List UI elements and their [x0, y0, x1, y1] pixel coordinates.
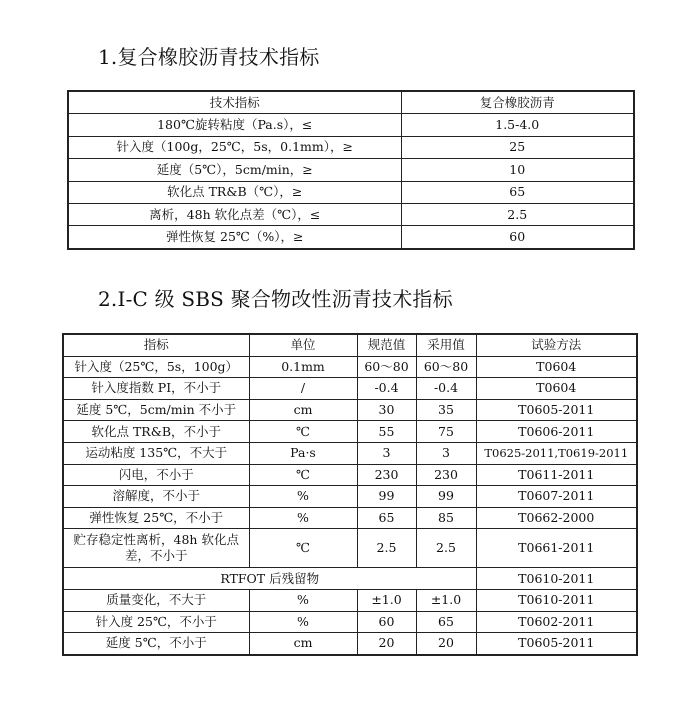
table-row [63, 442, 637, 464]
indicator-cell: 针入度（25℃，5s，100g） [63, 356, 249, 378]
unit-cell: / [249, 378, 357, 400]
table-row [63, 611, 637, 633]
header-indicator: 技术指标 [68, 91, 401, 114]
method-cell: T0604 [476, 356, 637, 378]
method-cell: T0662-2000 [476, 507, 637, 529]
spec-cell: ±1.0 [357, 589, 416, 611]
spec-cell: 30 [357, 399, 416, 421]
method-cell: T0661-2011 [476, 529, 637, 568]
method-cell: T0607-2011 [476, 486, 637, 508]
table-row [63, 464, 637, 486]
table-row [68, 203, 634, 225]
indicator-cell: 贮存稳定性离析，48h 软化点差，不小于 [63, 529, 249, 568]
indicator-cell: 180℃旋转粘度（Pa.s），≤ [68, 114, 401, 136]
method-cell: T0610-2011 [476, 568, 637, 590]
adopted-cell: 60～80 [416, 356, 476, 378]
table-row [68, 181, 634, 203]
adopted-cell: 2.5 [416, 529, 476, 568]
table-row [63, 529, 637, 568]
table-row [63, 589, 637, 611]
unit-cell: 0.1mm [249, 356, 357, 378]
unit-cell: Pa·s [249, 442, 357, 464]
adopted-cell: 85 [416, 507, 476, 529]
table-row [63, 486, 637, 508]
header-indicator: 指标 [63, 334, 249, 356]
unit-cell: % [249, 507, 357, 529]
adopted-cell: 99 [416, 486, 476, 508]
unit-cell: % [249, 589, 357, 611]
unit-cell: % [249, 611, 357, 633]
section2-title: 2.I-C 级 SBS 聚合物改性沥青技术指标 [98, 287, 453, 311]
rubber-asphalt-spec-table [67, 90, 635, 250]
table-row [68, 136, 634, 158]
table-header-row [68, 91, 634, 114]
adopted-cell: 3 [416, 442, 476, 464]
table-row [68, 159, 634, 181]
value-cell: 10 [401, 159, 634, 181]
unit-cell: % [249, 486, 357, 508]
indicator-cell: 离析，48h 软化点差（℃），≤ [68, 203, 401, 225]
indicator-cell: 闪电，不小于 [63, 464, 249, 486]
indicator-cell: 质量变化，不大于 [63, 589, 249, 611]
indicator-cell: 针入度（100g，25℃，5s，0.1mm），≥ [68, 136, 401, 158]
header-test-method: 试验方法 [476, 334, 637, 356]
adopted-cell: 35 [416, 399, 476, 421]
indicator-cell: 弹性恢复 25℃（%），≥ [68, 226, 401, 249]
adopted-cell: 20 [416, 633, 476, 655]
method-cell: T0606-2011 [476, 421, 637, 443]
unit-cell: cm [249, 633, 357, 655]
method-cell: T0611-2011 [476, 464, 637, 486]
spec-cell: 230 [357, 464, 416, 486]
indicator-cell: 弹性恢复 25℃，不小于 [63, 507, 249, 529]
indicator-cell: 溶解度，不小于 [63, 486, 249, 508]
spec-cell: 20 [357, 633, 416, 655]
section1-title: 1.复合橡胶沥青技术指标 [98, 45, 320, 69]
unit-cell: ℃ [249, 421, 357, 443]
indicator-cell: 针入度 25℃，不小于 [63, 611, 249, 633]
indicator-cell: 运动粘度 135℃，不大于 [63, 442, 249, 464]
adopted-cell: ±1.0 [416, 589, 476, 611]
header-unit: 单位 [249, 334, 357, 356]
indicator-cell: 针入度指数 PI，不小于 [63, 378, 249, 400]
spec-cell: 99 [357, 486, 416, 508]
spec-cell: 65 [357, 507, 416, 529]
spec-cell: 2.5 [357, 529, 416, 568]
header-spec-value: 规范值 [357, 334, 416, 356]
method-cell: T0602-2011 [476, 611, 637, 633]
table-row [63, 633, 637, 655]
spec-cell: 55 [357, 421, 416, 443]
adopted-cell: -0.4 [416, 378, 476, 400]
indicator-cell: 软化点 TR&B（℃），≥ [68, 181, 401, 203]
adopted-cell: 75 [416, 421, 476, 443]
sbs-asphalt-spec-table [62, 333, 638, 656]
indicator-cell: 延度 5℃，5cm/min 不小于 [63, 399, 249, 421]
spec-cell: 60～80 [357, 356, 416, 378]
unit-cell: cm [249, 399, 357, 421]
indicator-cell: 延度（5℃），5cm/min，≥ [68, 159, 401, 181]
value-cell: 1.5-4.0 [401, 114, 634, 136]
value-cell: 65 [401, 181, 634, 203]
table-row [68, 114, 634, 136]
method-cell: T0605-2011 [476, 399, 637, 421]
adopted-cell: 230 [416, 464, 476, 486]
unit-cell: ℃ [249, 529, 357, 568]
value-cell: 2.5 [401, 203, 634, 225]
method-cell: T0605-2011 [476, 633, 637, 655]
rtfot-label-cell: RTFOT 后残留物 [63, 568, 476, 590]
table-row [63, 507, 637, 529]
unit-cell: ℃ [249, 464, 357, 486]
header-adopted-value: 采用值 [416, 334, 476, 356]
spec-cell: 60 [357, 611, 416, 633]
spec-cell: 3 [357, 442, 416, 464]
table-header-row [63, 334, 637, 356]
indicator-cell: 软化点 TR&B，不小于 [63, 421, 249, 443]
method-cell: T0604 [476, 378, 637, 400]
table-row [68, 226, 634, 249]
method-cell: T0610-2011 [476, 589, 637, 611]
header-rubber-asphalt: 复合橡胶沥青 [401, 91, 634, 114]
table-row [63, 378, 637, 400]
spec-cell: -0.4 [357, 378, 416, 400]
table-row [63, 421, 637, 443]
table-row [63, 356, 637, 378]
table-row [63, 399, 637, 421]
adopted-cell: 65 [416, 611, 476, 633]
indicator-cell: 延度 5℃，不小于 [63, 633, 249, 655]
value-cell: 60 [401, 226, 634, 249]
rtfot-group-row [63, 568, 637, 590]
method-cell: T0625-2011,T0619-2011 [476, 442, 637, 464]
value-cell: 25 [401, 136, 634, 158]
